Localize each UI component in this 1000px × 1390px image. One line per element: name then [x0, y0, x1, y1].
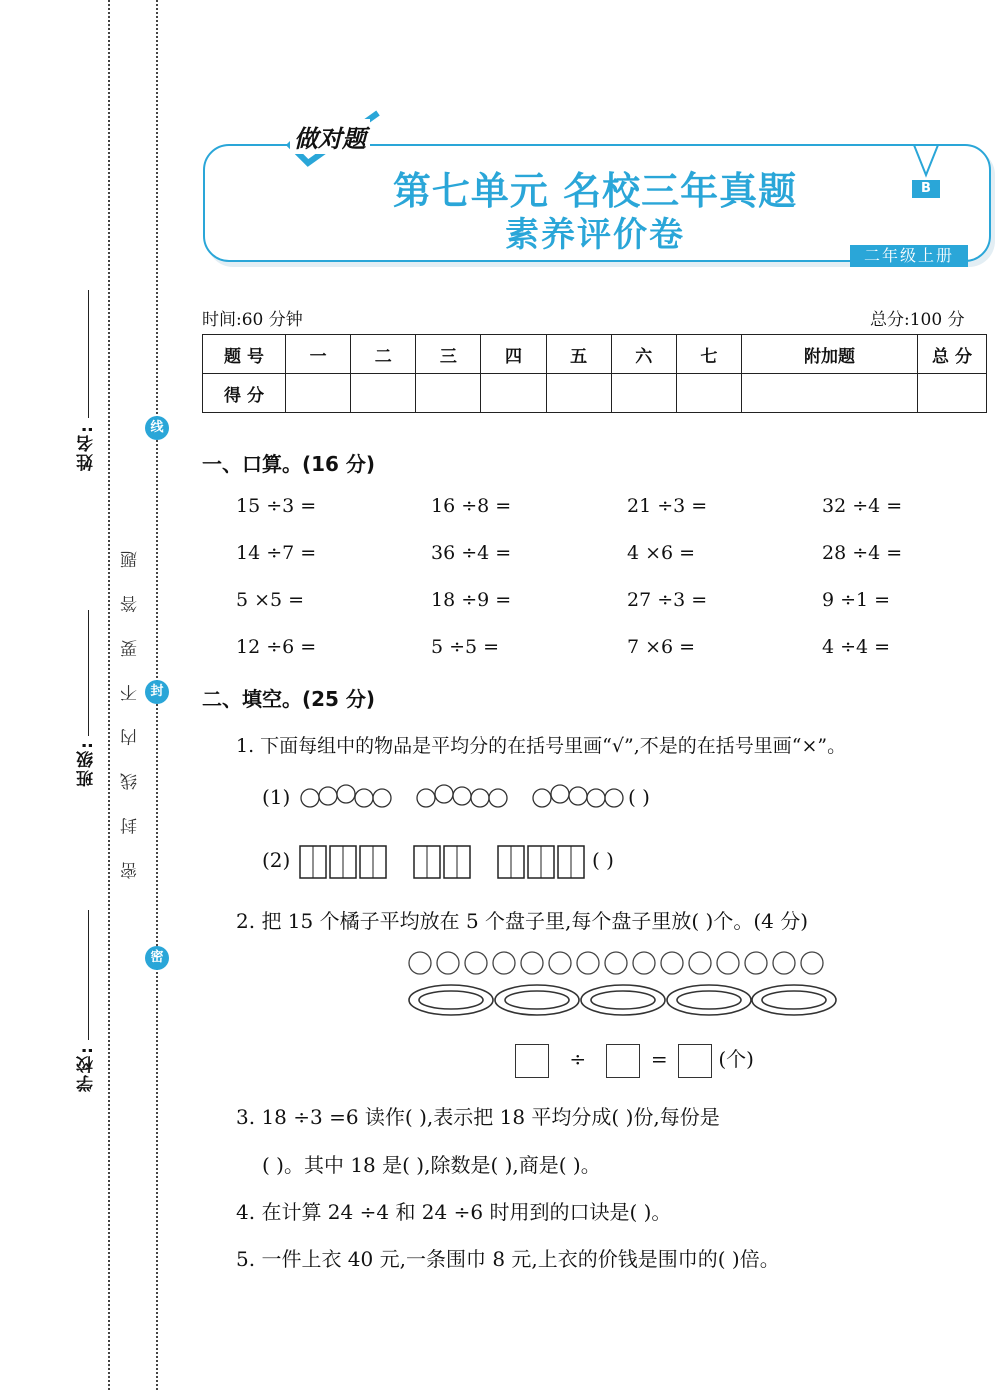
seal-mi-badge: 密 — [145, 946, 169, 970]
table-header-cell: 题 号 — [203, 335, 286, 374]
table-header-cell: 四 — [481, 335, 546, 374]
calc-item: 7 ×6 = — [627, 636, 696, 658]
calc-item: 28 ÷4 = — [822, 542, 903, 564]
score-cell[interactable] — [611, 374, 676, 413]
oranges-icon — [408, 950, 838, 976]
calc-item: 21 ÷3 = — [627, 495, 708, 517]
q1b-label: (2) — [262, 848, 291, 872]
class-label: 班级: — [77, 740, 97, 787]
score-cell[interactable] — [481, 374, 546, 413]
ribbon-icon — [912, 145, 940, 181]
calc-item: 16 ÷8 = — [431, 495, 512, 517]
quotient-box[interactable] — [678, 1044, 712, 1078]
question-3-line-1: 3. 18 ÷3 =6 读作( ),表示把 18 平均分成( )份,每份是 — [236, 1105, 720, 1129]
section-1-title: 一、口算。(16 分) — [202, 452, 376, 476]
question-5: 5. 一件上衣 40 元,一条围巾 8 元,上衣的价钱是围巾的( )倍。 — [236, 1247, 780, 1271]
table-header-cell: 六 — [611, 335, 676, 374]
class-field-line[interactable] — [88, 610, 89, 736]
calc-item: 18 ÷9 = — [431, 589, 512, 611]
version-badge: B — [912, 180, 940, 198]
page-title: 第七单元 名校三年真题 — [392, 169, 798, 213]
calc-item: 4 ÷4 = — [822, 636, 891, 658]
score-cell[interactable] — [351, 374, 416, 413]
table-header-cell: 二 — [351, 335, 416, 374]
chicks-groups-icon — [298, 778, 638, 812]
calc-item: 4 ×6 = — [627, 542, 696, 564]
score-table-score-row — [203, 374, 987, 413]
q2-equation — [515, 1043, 754, 1078]
calc-item: 32 ÷4 = — [822, 495, 903, 517]
calc-item: 36 ÷4 = — [431, 542, 512, 564]
question-2: 2. 把 15 个橘子平均放在 5 个盘子里,每个盘子里放( )个。(4 分) — [236, 909, 809, 933]
page-subtitle: 素养评价卷 — [505, 215, 685, 255]
score-table-header-row — [203, 335, 987, 374]
school-field-line[interactable] — [88, 910, 89, 1040]
total-score-info: 总分:100 分 — [870, 310, 965, 330]
unit-label: (个) — [718, 1047, 754, 1071]
score-cell[interactable] — [286, 374, 351, 413]
grade-label: 二年级上册 — [850, 245, 968, 267]
equals-sign: = — [650, 1047, 668, 1071]
table-header-cell: 三 — [416, 335, 481, 374]
table-header-cell: 总 分 — [918, 335, 987, 374]
score-table — [202, 334, 987, 413]
name-field-line[interactable] — [88, 290, 89, 418]
seal-line-badge: 线 — [145, 416, 169, 440]
table-header-cell: 一 — [286, 335, 351, 374]
calc-item: 5 ÷5 = — [431, 636, 500, 658]
table-header-cell: 五 — [546, 335, 611, 374]
score-cell[interactable] — [918, 374, 987, 413]
calc-item: 15 ÷3 = — [236, 495, 317, 517]
calc-item: 9 ÷1 = — [822, 589, 891, 611]
gift-boxes-icon — [298, 836, 596, 882]
q1a-answer-paren[interactable]: ( ) — [628, 785, 650, 809]
score-cell[interactable] — [416, 374, 481, 413]
divide-sign: ÷ — [569, 1047, 587, 1071]
plates-icon — [408, 983, 838, 1017]
calc-item: 5 ×5 = — [236, 589, 305, 611]
no-answer-warning: 密 封 线 内 不 要 答 题 — [121, 540, 141, 879]
table-header-cell: 附加题 — [741, 335, 917, 374]
question-4: 4. 在计算 24 ÷4 和 24 ÷6 时用到的口诀是( )。 — [236, 1200, 672, 1224]
time-info: 时间:60 分钟 — [202, 310, 303, 330]
divisor-box[interactable] — [606, 1044, 640, 1078]
name-label: 姓名: — [77, 424, 97, 471]
section-2-title: 二、填空。(25 分) — [202, 687, 376, 711]
binding-dotted-line-outer — [108, 0, 110, 1390]
score-cell[interactable] — [741, 374, 917, 413]
score-cell[interactable] — [676, 374, 741, 413]
score-cell[interactable] — [546, 374, 611, 413]
calc-item: 12 ÷6 = — [236, 636, 317, 658]
q1b-answer-paren[interactable]: ( ) — [592, 848, 614, 872]
seal-feng-badge: 封 — [145, 680, 169, 704]
school-label: 学校: — [77, 1045, 97, 1092]
question-3-line-2: ( )。其中 18 是( ),除数是( ),商是( )。 — [262, 1153, 601, 1177]
calc-item: 27 ÷3 = — [627, 589, 708, 611]
table-row-label: 得 分 — [203, 374, 286, 413]
q1a-label: (1) — [262, 785, 291, 809]
question-1: 1. 下面每组中的物品是平均分的在括号里画“√”,不是的在括号里画“×”。 — [236, 735, 847, 757]
table-header-cell: 七 — [676, 335, 741, 374]
dividend-box[interactable] — [515, 1044, 549, 1078]
header-tag: 做对题 — [290, 119, 370, 154]
calc-item: 14 ÷7 = — [236, 542, 317, 564]
